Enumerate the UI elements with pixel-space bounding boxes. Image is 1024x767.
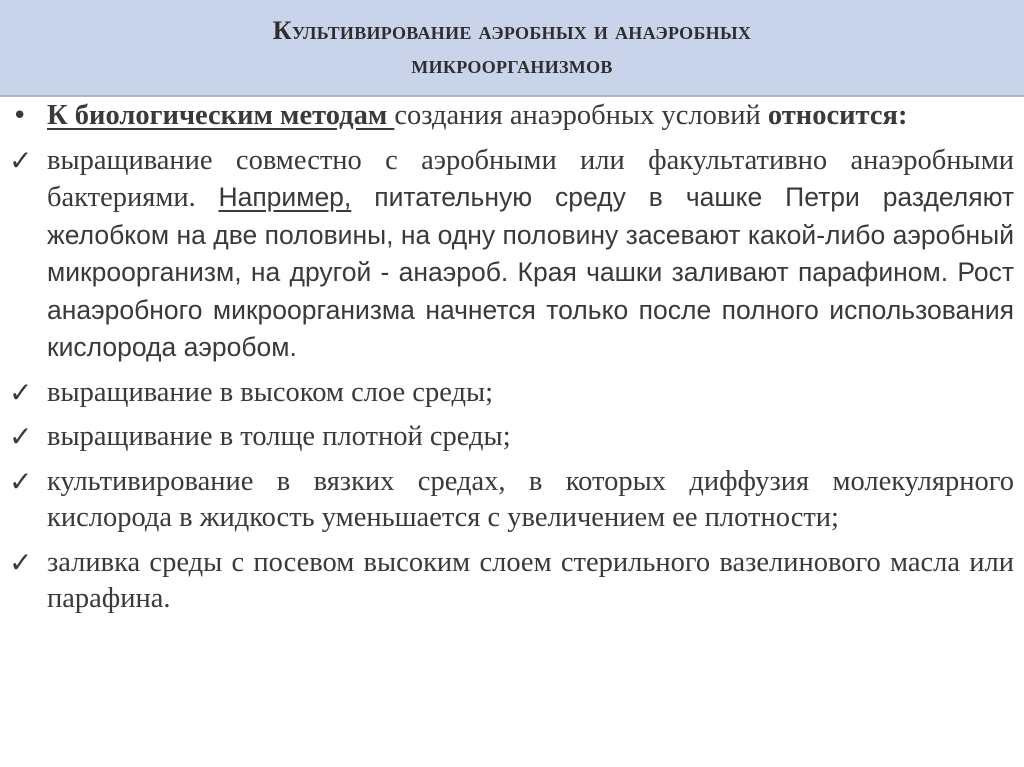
intro-normal: создания анаэробных условий [394,100,768,131]
list-item-5 [0,545,1024,618]
list-item-4 [0,464,1024,537]
checkmark-icon: ✓ [9,420,33,453]
checkmark-icon: ✓ [9,143,33,177]
title-line-2: микроорганизмов [411,49,613,79]
intro-bold-underlined: К биологическим методам [47,100,395,131]
checkmark-icon: ✓ [9,464,33,498]
item-3-text: выращивание в толще плотной среды; [47,421,511,452]
intro-paragraph [0,98,1024,135]
bullet-dot-icon: • [12,101,28,131]
list-item-1 [0,143,1024,367]
item-5-text: заливка среды с посевом высоким слоем стерильного вазелинового масла или парафина. [47,546,1014,614]
item-1-underlined: Например, [218,182,352,212]
intro-bold-end: относится: [767,100,908,131]
slide-content [0,98,1024,626]
checkmark-icon: ✓ [9,545,33,579]
checkmark-icon: ✓ [9,375,33,409]
item-2-text: выращивание в высоком слое среды; [47,376,494,408]
list-item-2 [0,375,1024,412]
slide-title [0,0,1024,97]
title-line-1: Культивирование аэробных и анаэробных [272,15,752,45]
item-4-text: культивирование в вязких средах, в которых диффузия молекулярного кислорода в жидкость уменьшается с увеличением ее плотности; [47,465,1014,533]
list-item-3 [0,419,1024,456]
item-1-part-2: питательную среду в чашке Петри разделяют желобком на две половины, на одну половину засевают какой-либо аэробный микроорганизм, на другой - анаэроб. Края чашки заливают парафином. Рост анаэробного микроорганизма начнется только после полного использования кислорода аэробом. [47,182,1015,362]
item-1-part-1: выращивание совместно с аэробными или факультативно анаэробными бактериями. [47,144,1014,213]
